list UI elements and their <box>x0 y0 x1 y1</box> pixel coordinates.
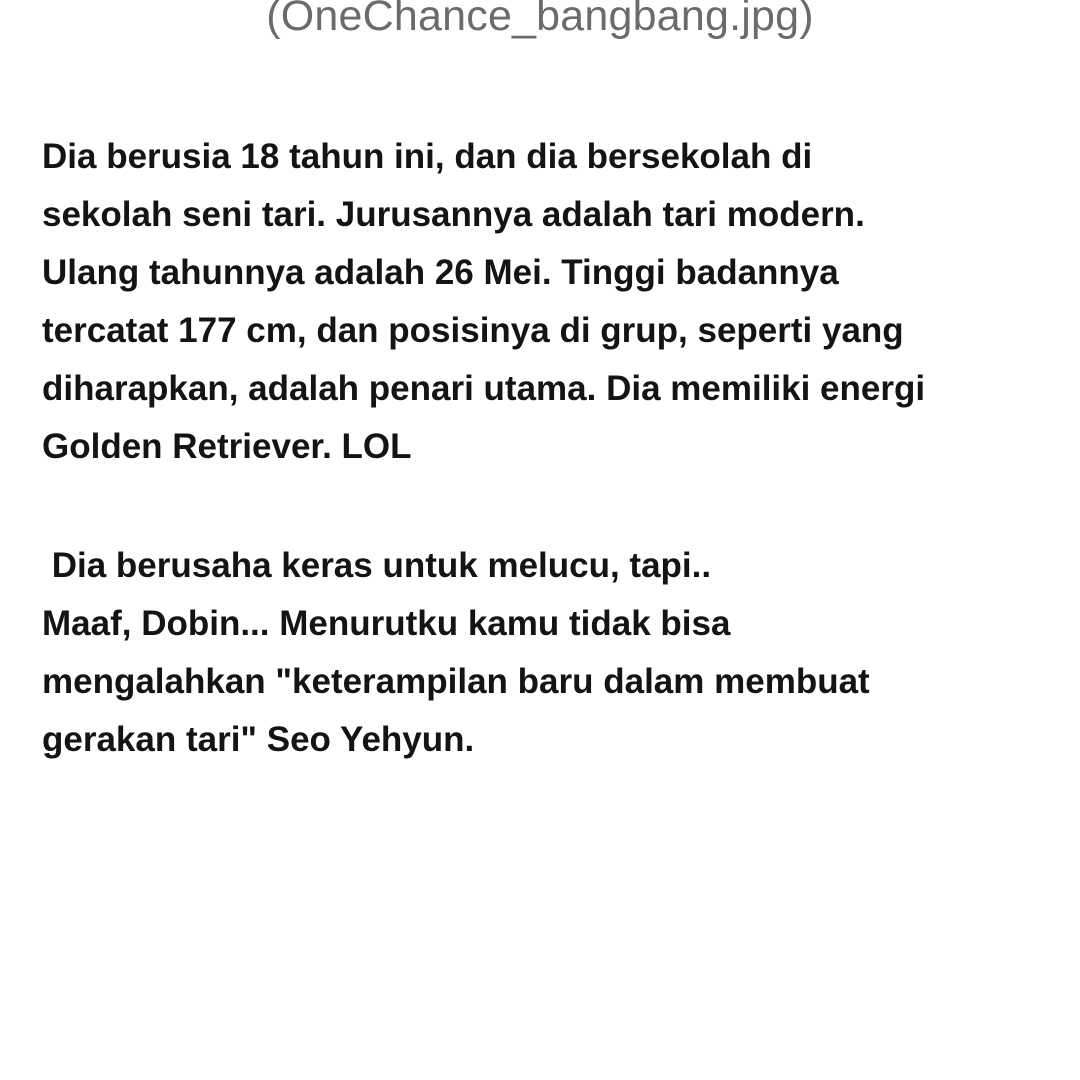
text-line: Maaf, Dobin... Menurutku kamu tidak bisa <box>42 604 731 643</box>
text-line: Dia berusia 18 tahun ini, dan dia bersekolah di <box>42 137 813 176</box>
paragraph-comment <box>42 537 1052 769</box>
text-line: Golden Retriever. LOL <box>42 427 412 466</box>
text-line: tercatat 177 cm, dan posisinya di grup, seperti yang <box>42 311 904 350</box>
text-line: Ulang tahunnya adalah 26 Mei. Tinggi badannya <box>42 253 839 292</box>
text-line: diharapkan, adalah penari utama. Dia memiliki energi <box>42 369 926 408</box>
text-line: gerakan tari" Seo Yehyun. <box>42 720 475 759</box>
text-line: Dia berusaha keras untuk melucu, tapi.. <box>42 546 712 585</box>
text-line: mengalahkan "keterampilan baru dalam membuat <box>42 662 870 701</box>
image-caption: (OneChance_bangbang.jpg) <box>266 0 814 40</box>
paragraph-profile <box>42 128 1052 476</box>
text-line: sekolah seni tari. Jurusannya adalah tari modern. <box>42 195 865 234</box>
